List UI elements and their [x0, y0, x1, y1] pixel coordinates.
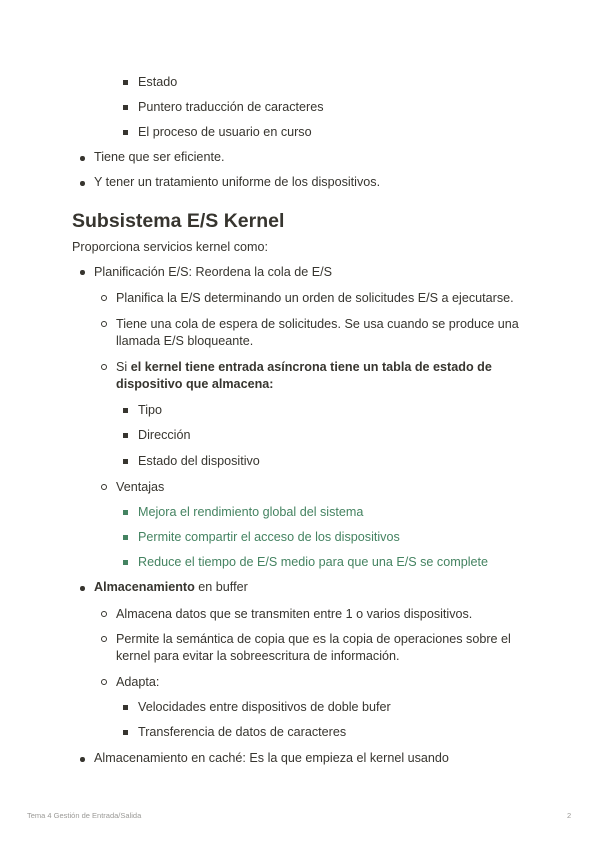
circle-bullet-icon [101, 679, 107, 685]
square-bullet-icon [123, 705, 128, 710]
list-item-proceso: El proceso de usuario en curso [138, 125, 312, 139]
circle-bullet-icon [101, 295, 107, 301]
list-item-almacena-datos: Almacena datos que se transmiten entre 1 o varios dispositivos. [116, 607, 473, 621]
list-item-ventajas: Ventajas [116, 480, 165, 494]
list-item-semantica-line1: Permite la semántica de copia que es la copia de operaciones sobre el [116, 632, 511, 646]
square-bullet-icon [123, 130, 128, 135]
section-heading: Subsistema E/S Kernel [72, 210, 285, 232]
asincrona-bold-line2: dispositivo que almacena: [116, 377, 274, 391]
disc-bullet-icon [80, 156, 85, 161]
list-item-tipo: Tipo [138, 403, 163, 417]
list-item-planificacion: Planificación E/S: Reordena la cola de E/S [94, 265, 333, 279]
list-item-cola-line1: Tiene una cola de espera de solicitudes. Se usa cuando se produce una [116, 317, 519, 331]
asincrona-prefix: Si [116, 360, 131, 374]
square-bullet-icon [123, 80, 128, 85]
almacenamiento-bold: Almacenamiento [94, 580, 195, 594]
disc-bullet-icon [80, 757, 85, 762]
list-item-asincrona-line1 [116, 359, 492, 376]
disc-bullet-icon [80, 270, 85, 275]
list-item-cola-line2: llamada E/S bloqueante. [116, 334, 254, 348]
almacenamiento-rest: en buffer [194, 580, 248, 594]
list-item-ventaja-compartir: Permite compartir el acceso de los dispositivos [138, 530, 400, 544]
list-item-eficiente: Tiene que ser eficiente. [94, 150, 225, 164]
list-item-direccion: Dirección [138, 428, 191, 442]
list-item-semantica-line2: kernel para evitar la sobreescritura de información. [116, 649, 400, 663]
list-item-estado-dispositivo: Estado del dispositivo [138, 454, 260, 468]
list-item-planifica: Planifica la E/S determinando un orden de solicitudes E/S a ejecutarse. [116, 291, 514, 305]
square-bullet-icon [123, 105, 128, 110]
asincrona-bold-line1: el kernel tiene entrada asíncrona tiene un tabla de estado de [130, 360, 492, 374]
list-item-almacenamiento [94, 579, 248, 596]
footer-title: Tema 4 Gestión de Entrada/Salida [27, 811, 142, 820]
circle-bullet-icon [101, 636, 107, 642]
circle-bullet-icon [101, 484, 107, 490]
disc-bullet-icon [80, 181, 85, 186]
square-bullet-icon [123, 408, 128, 413]
list-item-ventaja-rendimiento: Mejora el rendimiento global del sistema [138, 505, 364, 519]
footer-page-number: 2 [567, 811, 572, 820]
circle-bullet-icon [101, 321, 107, 327]
square-bullet-icon [123, 535, 128, 540]
square-bullet-icon [123, 459, 128, 464]
circle-bullet-icon [101, 364, 107, 370]
list-item-cache: Almacenamiento en caché: Es la que empieza el kernel usando [94, 751, 449, 765]
list-item-uniforme: Y tener un tratamiento uniforme de los dispositivos. [94, 175, 381, 189]
list-item-adapta: Adapta: [116, 675, 160, 689]
section-intro: Proporciona servicios kernel como: [72, 240, 268, 254]
list-item-estado: Estado [138, 75, 178, 89]
square-bullet-icon [123, 560, 128, 565]
circle-bullet-icon [101, 611, 107, 617]
square-bullet-icon [123, 510, 128, 515]
list-item-transferencia: Transferencia de datos de caracteres [138, 725, 347, 739]
square-bullet-icon [123, 730, 128, 735]
list-item-velocidades: Velocidades entre dispositivos de doble bufer [138, 700, 391, 714]
list-item-ventaja-tiempo: Reduce el tiempo de E/S medio para que una E/S se complete [138, 555, 489, 569]
square-bullet-icon [123, 433, 128, 438]
list-item-puntero: Puntero traducción de caracteres [138, 100, 324, 114]
list-item-asincrona-line2 [116, 376, 273, 393]
disc-bullet-icon [80, 586, 85, 591]
